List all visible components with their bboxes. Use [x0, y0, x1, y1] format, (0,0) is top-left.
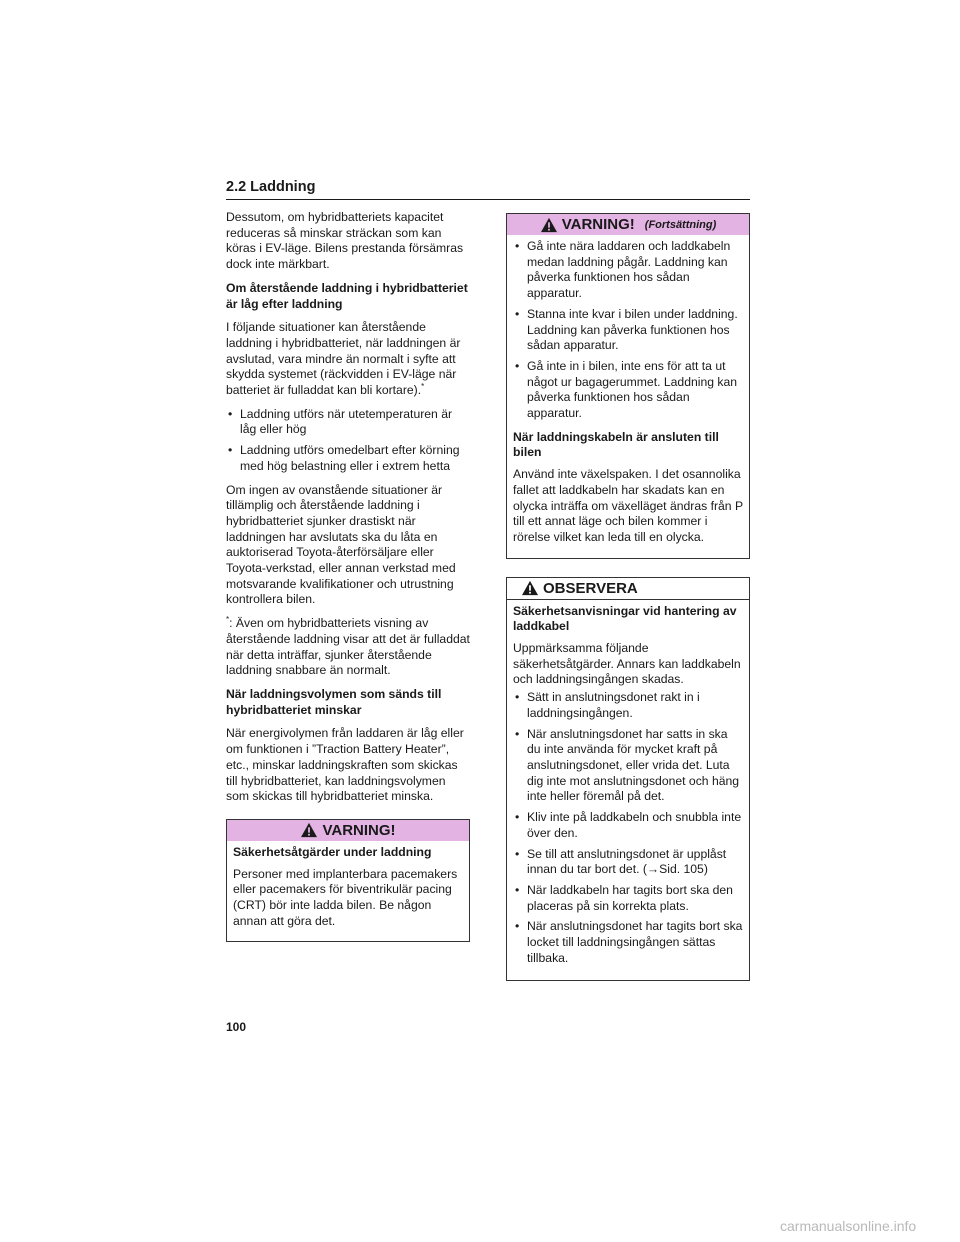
- page-number: 100: [226, 1020, 247, 1034]
- subheading-charge-volume: När laddningsvolymen som sänds till hybridbatteriet minskar: [226, 686, 442, 717]
- warning-subheading: Säkerhetsåtgärder under laddning: [233, 844, 432, 859]
- list-item: • Sätt in anslutningsdonet rakt in i laddningsingången.: [513, 690, 743, 721]
- paragraph-capacity: Dessutom, om hybridbatteriets kapacitet reduceras så minskar sträckan som kan köras i EV-läge. Bilens prestanda försämras dock inte märkbart.: [226, 210, 464, 272]
- paragraph-charge-volume: När energivolymen från laddaren är låg eller om funktionen i ”Traction Battery Heater”, etc., minskar laddningskraften som skickas till hybridbatteriet, kan laddningsvolymen som skickas till hybridbatteriet minska.: [226, 726, 464, 804]
- list-item: • Stanna inte kvar i bilen under laddning. Laddning kan påverka funktionen hos sådan apparatur.: [513, 307, 743, 354]
- warning-box: [226, 819, 470, 943]
- list-item: • Laddning utförs omedelbart efter körning med hög belastning eller i extrem hetta: [226, 443, 470, 474]
- notice-text: Uppmärksamma följande säkerhetsåtgärder. Annars kan laddkabeln och laddningsingången skadas.: [513, 641, 741, 687]
- warning-title: VARNING!: [322, 821, 396, 839]
- warning-continued-text: Använd inte växelspaken. I det osannolika fallet att laddkabeln har skadats kan en olycka inträffa om växelläget ändras från P till ett annat läge och bilen kommer i rörelse vilket kan leda till en olycka.: [513, 467, 743, 544]
- notice-box: [506, 577, 750, 982]
- notice-body: [507, 600, 749, 981]
- list-item: • När laddkabeln har tagits bort ska den placeras på sin korrekta plats.: [513, 883, 743, 914]
- notice-bullet-list: [513, 690, 743, 966]
- list-item: • När anslutningsdonet har satts in ska du inte använda för mycket kraft på anslutningsdonet, eller vrida det. Luta dig inte mot anslutningsdonet och häng inte heller föremål på det.: [513, 727, 743, 806]
- warning-body: [227, 841, 469, 942]
- warning-continued-subheading: När laddningskabeln är ansluten till bilen: [513, 429, 719, 460]
- continuation-label: (Fortsättning): [644, 218, 717, 231]
- footnote: *: Även om hybridbatteriets visning av återstående laddning visar att det är fulladdat när detta inträffar, sjunker återstående laddning snabbare än normalt.: [226, 615, 470, 678]
- section-header: 2.2 Laddning: [226, 179, 750, 200]
- left-column: [226, 210, 470, 960]
- warning-triangle-icon: [540, 217, 558, 233]
- bullet-list-situations: [226, 407, 470, 475]
- notice-header: [507, 578, 749, 600]
- notice-triangle-icon: [521, 580, 539, 596]
- subheading-low-charge: Om återstående laddning i hybridbatteriet är låg efter laddning: [226, 280, 468, 311]
- list-item: • När anslutningsdonet har tagits bort ska locket till laddningsingången sättas tillbaka.: [513, 919, 743, 966]
- warning-continued-title: VARNING!: [561, 216, 635, 233]
- paragraph-situations: I följande situationer kan återstående laddning i hybridbatteriet, när laddningen är avslutad, vara mindre än normalt i syfte att skydda systemet (räckvidden i EV-läge när batteriet är fulladdat kan bli kortare).*: [226, 320, 461, 398]
- list-item: • Gå inte nära laddaren och laddkabeln medan laddning pågår. Laddning kan påverka funktionen hos sådan apparatur.: [513, 239, 743, 302]
- notice-title: OBSERVERA: [543, 579, 638, 597]
- warning-bullet-list: [513, 239, 743, 422]
- warning-triangle-icon: [300, 822, 318, 838]
- notice-subheading: Säkerhetsanvisningar vid hantering av laddkabel: [513, 603, 737, 634]
- warning-text: Personer med implanterbara pacemakers eller pacemakers för biventrikulär pacing (CRT) bör inte ladda bilen. Be någon annan att göra det.: [233, 866, 458, 928]
- right-column: [506, 213, 750, 999]
- paragraph-dealer: Om ingen av ovanstående situationer är tillämplig och återstående laddning i hybridbatteriet sjunker drastiskt när laddningen har avslutats ska du låta en auktoriserad Toyota-återförsäljare eller Toyota-verkstad, eller annan verkstad med motsvarande kvalifikationer och utrustning kontrollera bilen.: [226, 482, 456, 607]
- list-item: • Gå inte in i bilen, inte ens för att ta ut något ur bagagerummet. Laddning kan påverka funktionen hos sådan apparatur.: [513, 359, 743, 422]
- list-item: • Kliv inte på laddkabeln och snubbla inte över den.: [513, 810, 743, 841]
- warning-continued-body: [507, 235, 749, 558]
- warning-header: [227, 820, 469, 841]
- watermark: carmanualsonline.info: [780, 1218, 917, 1234]
- list-item: • Se till att anslutningsdonet är upplåst innan du tar bort det. (→Sid. 105): [513, 847, 743, 878]
- warning-continued-header: [507, 214, 749, 235]
- list-item: • Laddning utförs när utetemperaturen är låg eller hög: [226, 407, 470, 438]
- warning-box-continued: [506, 213, 750, 559]
